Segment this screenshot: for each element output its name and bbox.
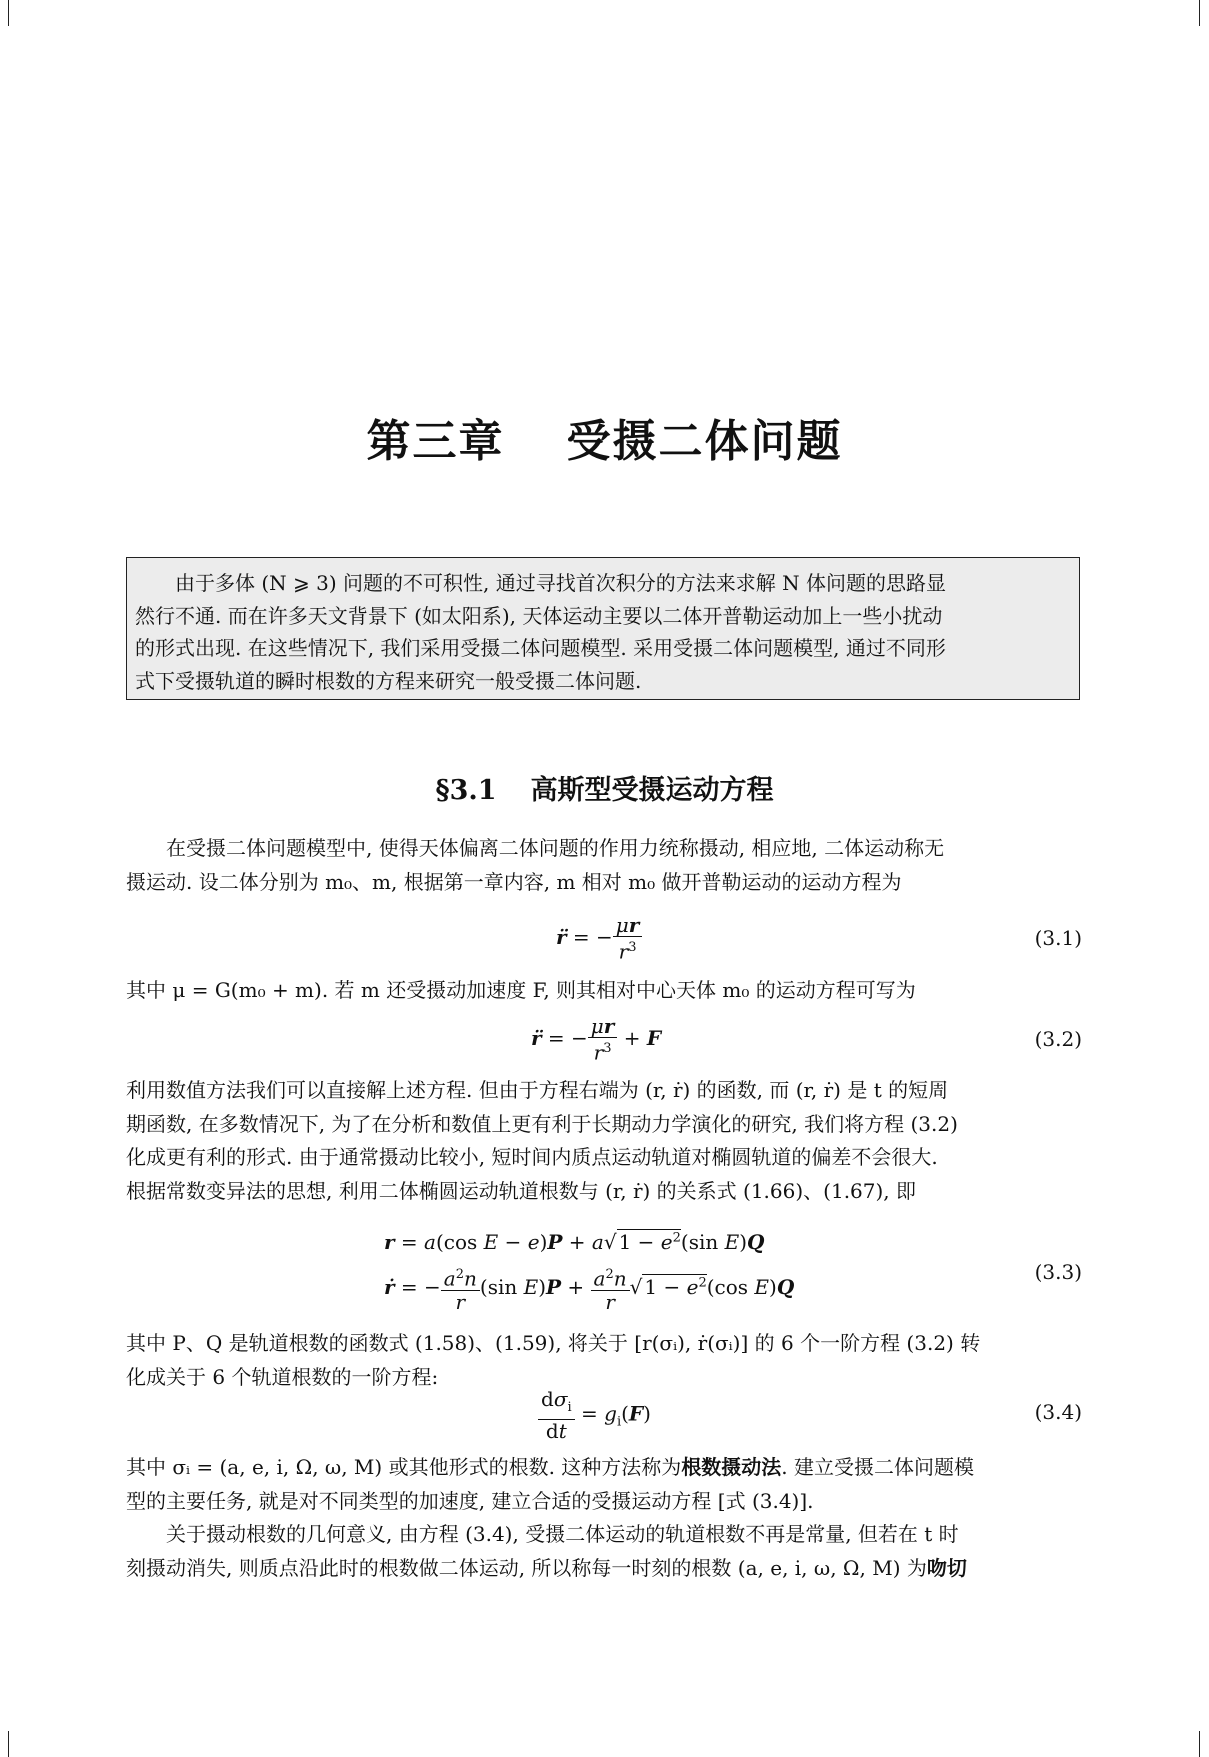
text-line: 化成更有利的形式. 由于通常摄动比较小, 短时间内质点运动轨道对椭圆轨道的偏差不会很大. bbox=[126, 1145, 938, 1169]
text-line: 化成关于 6 个轨道根数的一阶方程: bbox=[126, 1364, 439, 1389]
paragraph-5 bbox=[126, 1451, 1082, 1518]
text-line: 利用数值方法我们可以直接解上述方程. 但由于方程右端为 (r, ṙ) 的函数, 而 (r, ṙ) 是 t 的短周 bbox=[126, 1078, 949, 1102]
text-line bbox=[126, 1552, 1082, 1586]
equation-number: (3.4) bbox=[1034, 1400, 1082, 1424]
crop-mark-bottom-left bbox=[8, 1731, 9, 1757]
equation-3-4-formula: $\frac{d\sigma_i}{dt}$ = $g_i(F)$ bbox=[538, 1388, 651, 1442]
abstract-line: 的形式出现. 在这些情况下, 我们采用受摄二体问题模型. 采用受摄二体问题模型, 通过不同形 bbox=[135, 636, 946, 660]
text-line: 其中 P、Q 是轨道根数的函数式 (1.58)、(1.59), 将关于 [r(σᵢ), ṙ(σᵢ)] 的 6 个一阶方程 (3.2) 转 bbox=[126, 1331, 981, 1355]
equation-number: (3.1) bbox=[1034, 926, 1082, 950]
abstract-line: 然行不通. 而在许多天文背景下 (如太阳系), 天体运动主要以二体开普勒运动加上一些小扰动 bbox=[135, 603, 943, 628]
text-line: 关于摄动根数的几何意义, 由方程 (3.4), 受摄二体运动的轨道根数不再是常量, 但若在 t 时 bbox=[166, 1522, 959, 1546]
crop-mark-bottom-right bbox=[1199, 1731, 1200, 1757]
text-line: 型的主要任务, 就是对不同类型的加速度, 建立合适的受摄运动方程 [式 (3.4)]. bbox=[126, 1488, 814, 1513]
paragraph-2 bbox=[126, 974, 1082, 1008]
chapter-name: 受摄二体问题 bbox=[566, 416, 843, 467]
section-name: 高斯型受摄运动方程 bbox=[530, 775, 774, 806]
equation-3-1 bbox=[126, 912, 1082, 968]
term-osculating: 吻切 bbox=[926, 1555, 967, 1580]
paragraph-3 bbox=[126, 1074, 1082, 1208]
text-line: 根据常数变异法的思想, 利用二体椭圆运动轨道根数与 (r, ṙ) 的关系式 (1.66)、(1.67), 即 bbox=[126, 1178, 917, 1203]
text-line bbox=[126, 1451, 1082, 1485]
section-title bbox=[0, 768, 1209, 807]
text-line: 期函数, 在多数情况下, 为了在分析和数值上更有利于长期动力学演化的研究, 我们将方程 (3.2) bbox=[126, 1111, 958, 1136]
abstract-line: 由于多体 (N ⩾ 3) 问题的不可积性, 通过寻找首次积分的方法来求解 N 体问题的思路显 bbox=[175, 571, 946, 595]
crop-mark-top-right bbox=[1199, 0, 1200, 26]
equation-3-2 bbox=[126, 1013, 1082, 1069]
equation-3-4 bbox=[126, 1386, 1082, 1442]
chapter-title bbox=[0, 405, 1209, 469]
term-root-perturbation: 根数摄动法 bbox=[681, 1455, 782, 1479]
text-run: 刻摄动消失, 则质点沿此时的根数做二体运动, 所以称每一时刻的根数 (a, e, i, ω, Ω, M) 为 bbox=[126, 1555, 927, 1580]
equation-3-3-line-1: r = a(cos E − e)P + a√ $1 - e^2(\sin$ E)Q bbox=[384, 1230, 765, 1254]
text-line: 在受摄二体问题模型中, 使得天体偏离二体问题的作用力统称摄动, 相应地, 二体运动称无 bbox=[166, 836, 945, 860]
paragraph-1 bbox=[126, 832, 1082, 899]
equation-3-1-formula: r̈ = − $\frac{\mu r}{r^3}$ bbox=[556, 914, 642, 963]
text-line: 摄运动. 设二体分别为 m₀、m, 根据第一章内容, m 相对 m₀ 做开普勒运动的运动方程为 bbox=[126, 869, 902, 894]
paragraph-4 bbox=[126, 1327, 1082, 1394]
section-number: §3.1 bbox=[435, 775, 497, 806]
equation-number: (3.3) bbox=[1034, 1260, 1082, 1284]
chapter-number: 第三章 bbox=[366, 416, 505, 467]
paragraph-6 bbox=[126, 1518, 1082, 1585]
text-line: 其中 μ = G(m₀ + m). 若 m 还受摄动加速度 F, 则其相对中心天体 m₀ 的运动方程可写为 bbox=[126, 978, 916, 1002]
equation-3-3-line-2: ṙ = − $\frac{a^2n}{r}$ (sin E)P + $\frac{a^2n}{r}$ √ $1 - e^2(\cos$ E)Q bbox=[384, 1266, 795, 1314]
equation-3-2-formula: r̈ = − $\frac{\mu r}{r^3}$ + F bbox=[531, 1014, 662, 1065]
equation-number: (3.2) bbox=[1034, 1027, 1082, 1051]
equation-3-3 bbox=[126, 1226, 1082, 1336]
chapter-abstract-box bbox=[126, 557, 1080, 700]
text-run: . 建立受摄二体问题模 bbox=[781, 1455, 975, 1479]
text-run: 其中 σᵢ = (a, e, i, Ω, ω, M) 或其他形式的根数. 这种方法称为 bbox=[126, 1455, 682, 1479]
abstract-line: 式下受摄轨道的瞬时根数的方程来研究一般受摄二体问题. bbox=[135, 668, 642, 693]
crop-mark-top-left bbox=[8, 0, 9, 26]
